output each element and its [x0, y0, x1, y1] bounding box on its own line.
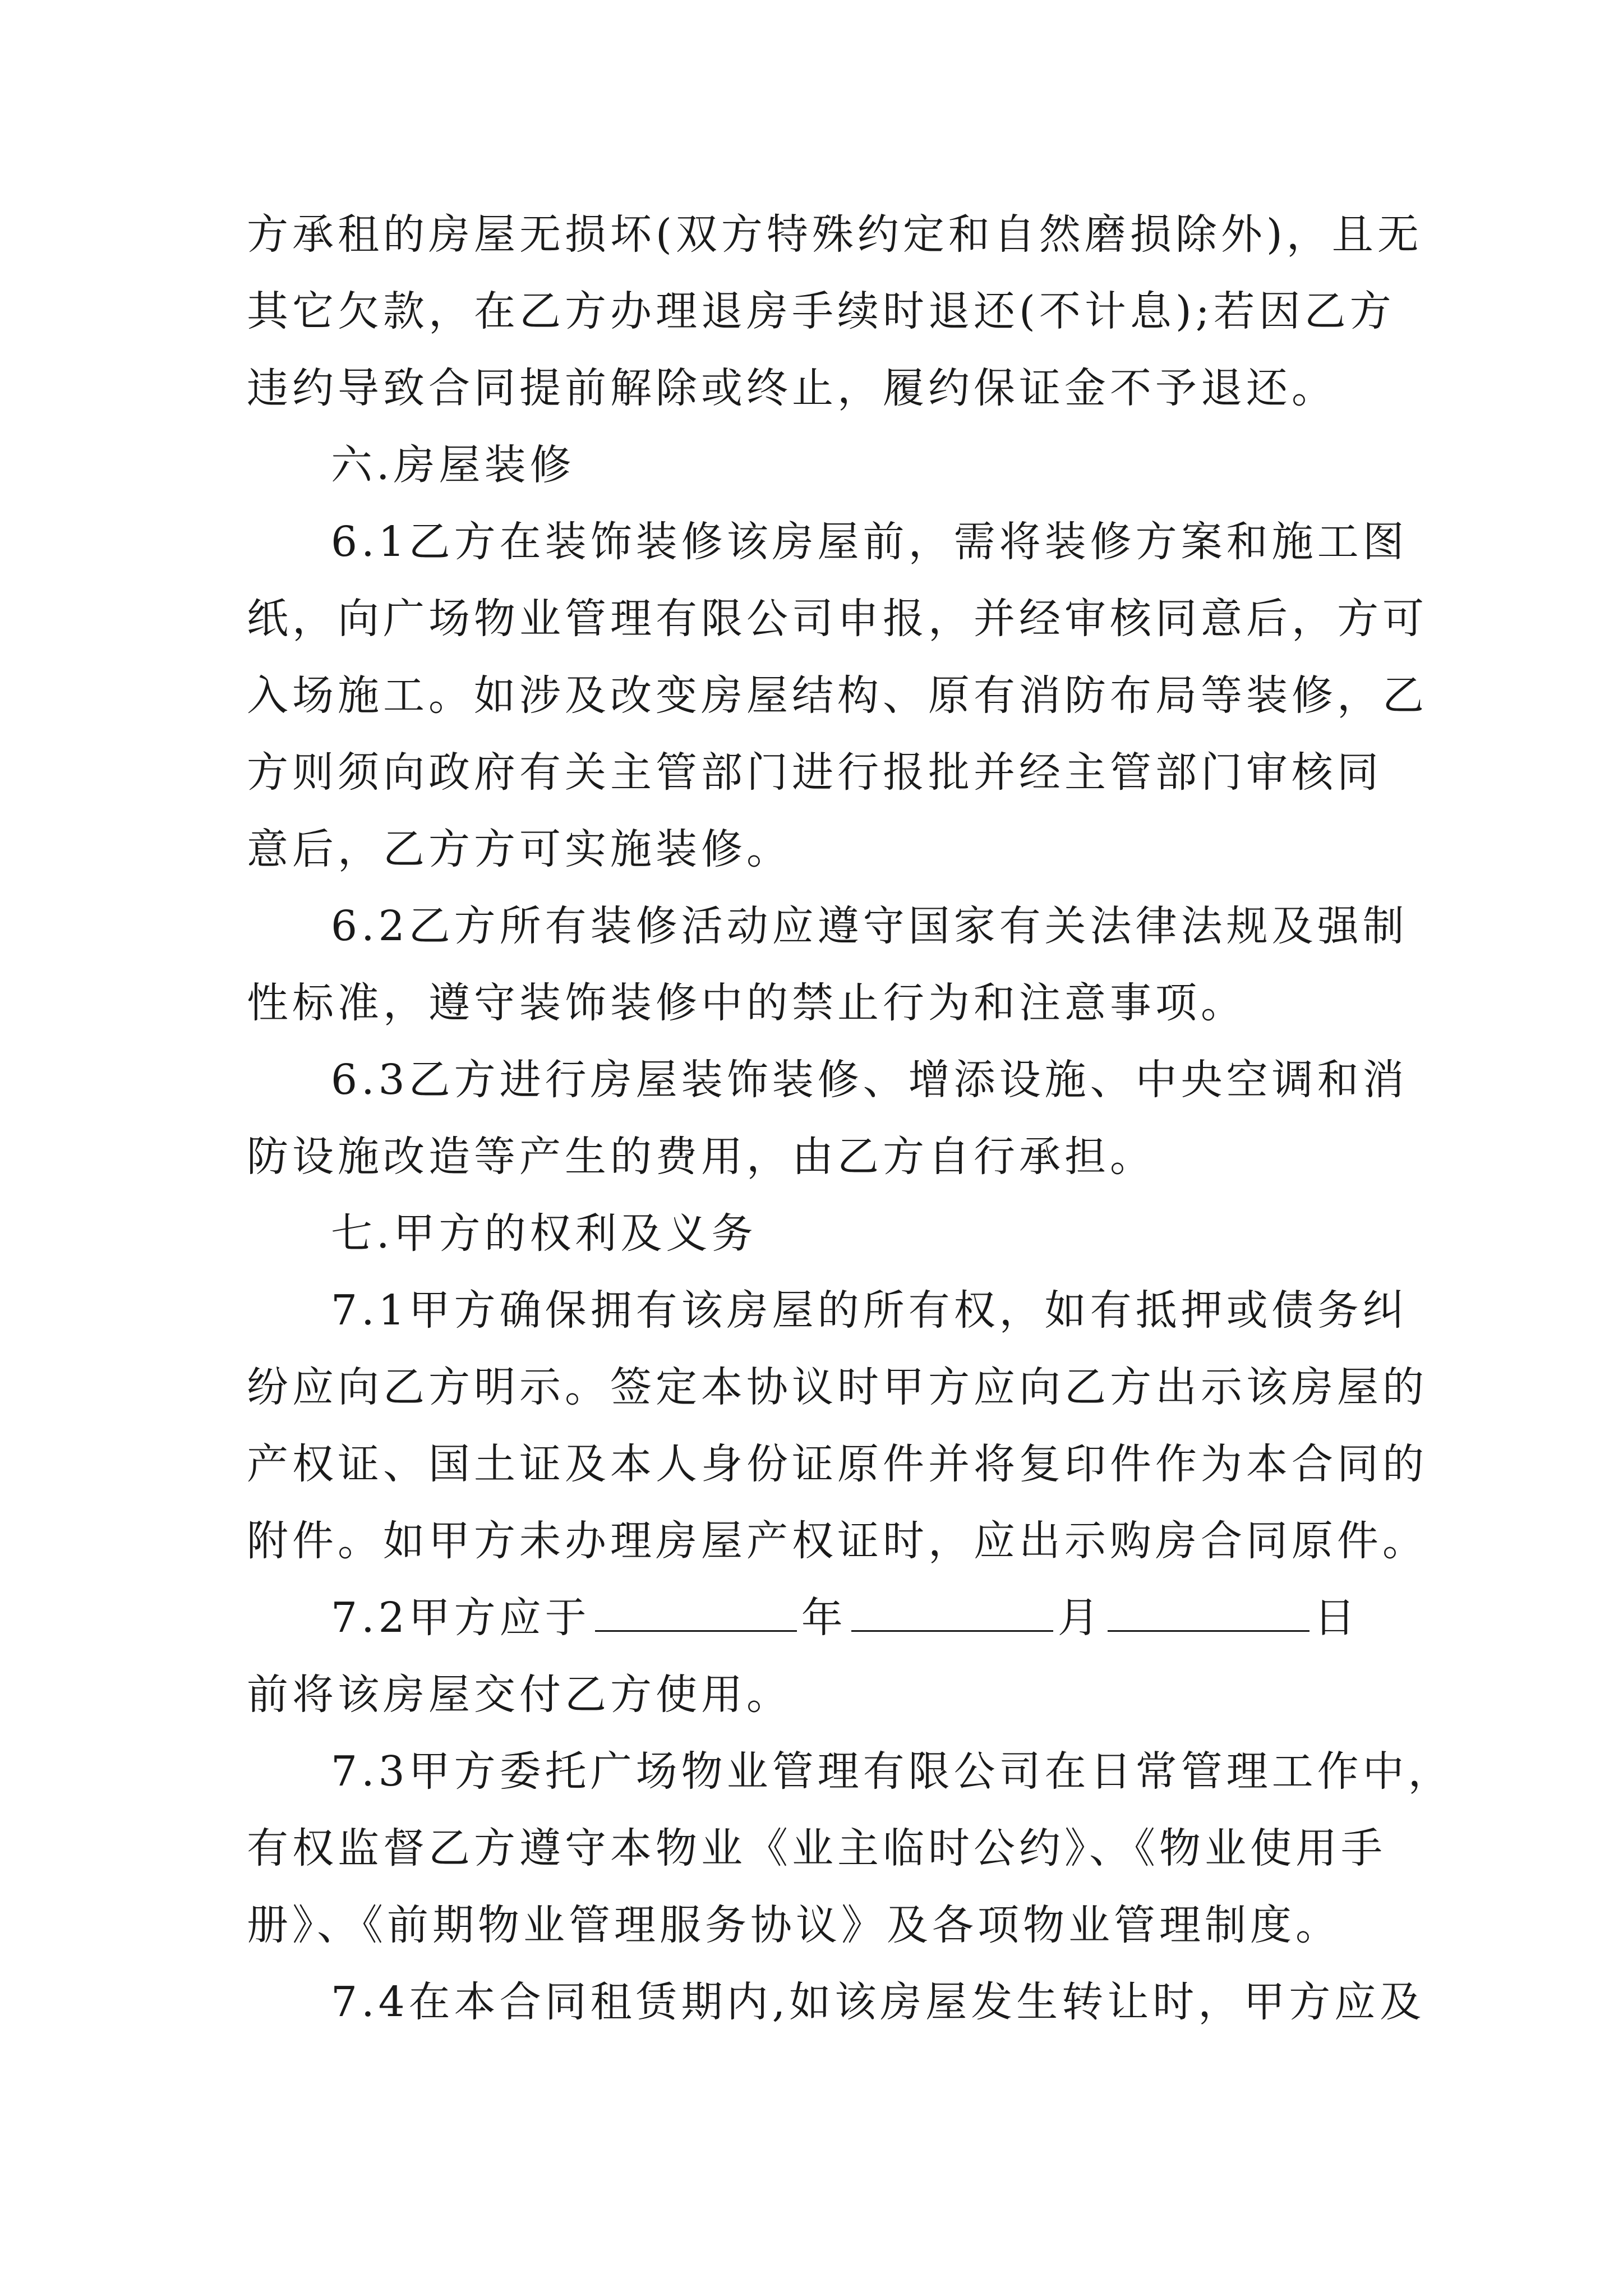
- text-line: 方则须向政府有关主管部门进行报批并经主管部门审核同: [247, 748, 1382, 797]
- text-line: 7.3甲方委托广场物业管理有限公司在日常管理工作中，: [331, 1747, 1454, 1796]
- text-line: 其它欠款，在乙方办理退房手续时退还(不计息);若因乙方: [247, 287, 1395, 335]
- day-label: 日: [1313, 1594, 1359, 1642]
- text-line: 纷应向乙方明示。签定本协议时甲方应向乙方出示该房屋的: [247, 1363, 1428, 1411]
- text-line: 有权监督乙方遵守本物业《业主临时公约》、《物业使用手: [247, 1824, 1386, 1872]
- text-line: 性标准，遵守装饰装修中的禁止行为和注意事项。: [247, 979, 1246, 1027]
- text-line: 附件。如甲方未办理房屋产权证时，应出示购房合同原件。: [247, 1517, 1428, 1565]
- document-body: [247, 196, 1454, 2041]
- text-line: 防设施改造等产生的费用，由乙方自行承担。: [247, 1133, 1155, 1181]
- text-line: 意后，乙方方可实施装修。: [247, 825, 792, 873]
- text-block-before: [247, 196, 1428, 1580]
- text-line: 违约导致合同提前解除或终止，履约保证金不予退还。: [247, 364, 1337, 412]
- text-line: 6.1乙方在装饰装修该房屋前，需将装修方案和施工图: [331, 518, 1408, 566]
- text-line: 前将该房屋交付乙方使用。: [247, 1671, 792, 1719]
- text-line: 7.1甲方确保拥有该房屋的所有权，如有抵押或债务纠: [331, 1286, 1408, 1335]
- text-line: 纸，向广场物业管理有限公司申报，并经审核同意后，方可: [247, 595, 1428, 643]
- month-blank: [851, 1589, 1053, 1632]
- day-blank: [1108, 1589, 1310, 1632]
- text-line: 入场施工。如涉及改变房屋结构、原有消防布局等装修，乙: [247, 671, 1428, 720]
- text-line: 7.4在本合同租赁期内,如该房屋发生转让时，甲方应及: [331, 1978, 1426, 2026]
- text-line: 6.3乙方进行房屋装饰装修、增添设施、中央空调和消: [331, 1056, 1408, 1104]
- month-label: 月: [1057, 1594, 1103, 1642]
- date-line: [247, 1580, 1396, 1657]
- date-line-prefix: 7.2甲方应于: [331, 1594, 591, 1642]
- text-line: 6.2乙方所有装修活动应遵守国家有关法律法规及强制: [331, 902, 1408, 950]
- text-line: 方承租的房屋无损坏(双方特殊约定和自然磨损除外)，且无: [247, 210, 1423, 259]
- year-blank: [595, 1589, 797, 1632]
- text-line: 产权证、国土证及本人身份证原件并将复印件作为本合同的: [247, 1440, 1428, 1488]
- year-label: 年: [801, 1594, 847, 1642]
- text-line: 册》、《前期物业管理服务协议》及各项物业管理制度。: [247, 1901, 1341, 1949]
- text-block-after: [247, 1657, 1454, 2041]
- text-line: 六.房屋装修: [331, 441, 575, 489]
- text-line: 七.甲方的权利及义务: [331, 1209, 757, 1258]
